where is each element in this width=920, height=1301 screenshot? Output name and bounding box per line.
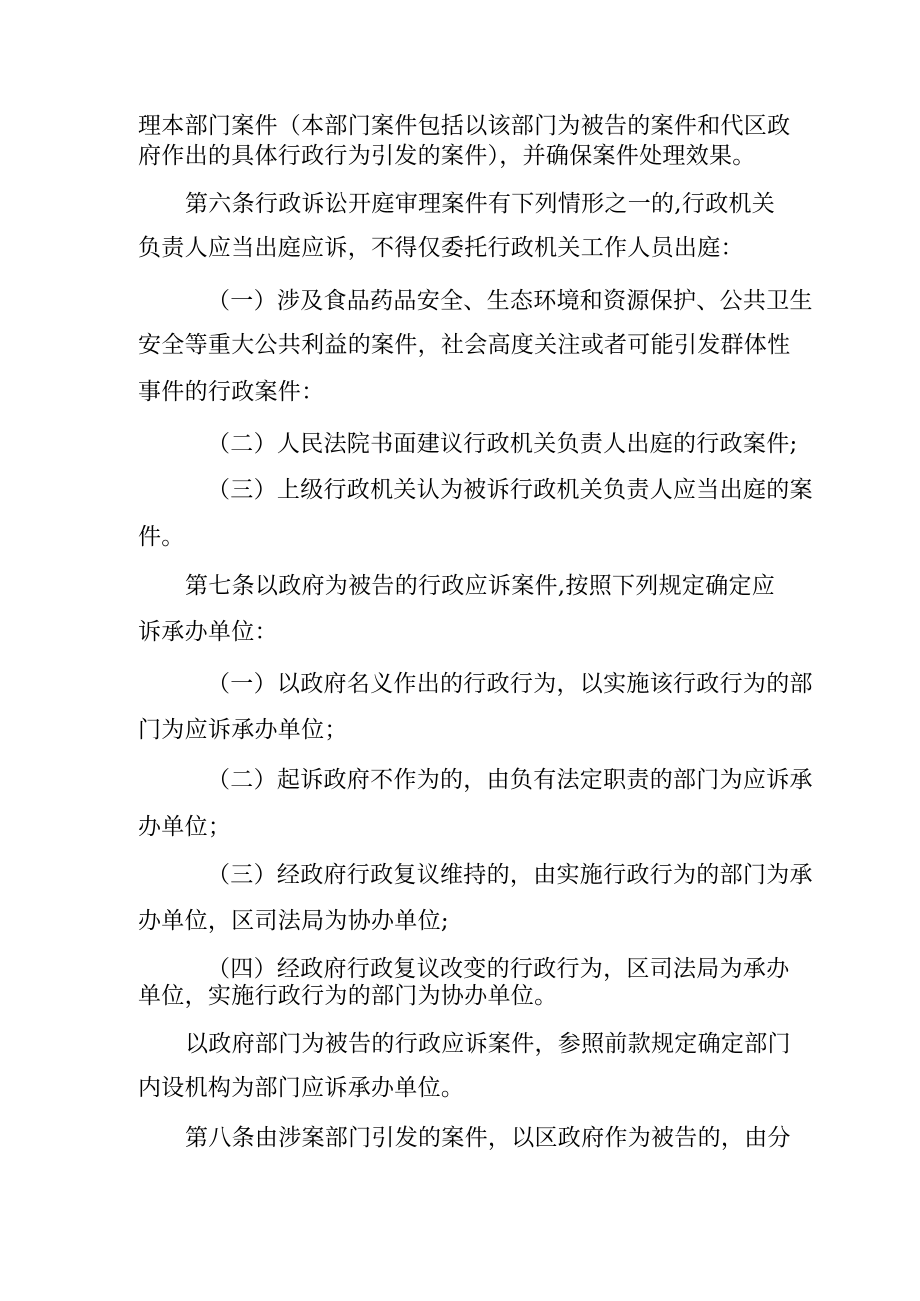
text-line: 负责人应当出庭应诉，不得仅委托行政机关工作人员出庭： [138, 235, 744, 261]
text-line: 安全等重大公共利益的案件，社会高度关注或者可能引发群体性 [138, 332, 791, 358]
text-line: 件。 [138, 524, 185, 550]
text-line: 内设机构为部门应诉承办单位。 [138, 1075, 465, 1101]
text-line: 单位，实施行政行为的部门为协办单位。 [138, 983, 558, 1009]
text-line: 事件的行政案件： [138, 379, 325, 405]
text-line: （一）涉及食品药品安全、生态环境和资源保护、公共卫生 [207, 288, 813, 314]
text-line: 诉承办单位： [138, 619, 278, 645]
text-line: 门为应诉承办单位； [138, 717, 348, 743]
text-line: （四）经政府行政复议改变的行政行为，区司法局为承办 [207, 956, 790, 982]
text-line: 第七条以政府为被告的行政应诉案件,按照下列规定确定应 [185, 573, 776, 599]
text-line: （三）经政府行政复议维持的，由实施行政行为的部门为承 [207, 862, 813, 888]
text-line: （二）起诉政府不作为的，由负有法定职责的部门为应诉承 [207, 767, 813, 793]
text-line: 以政府部门为被告的行政应诉案件，参照前款规定确定部门 [185, 1031, 791, 1057]
text-line: 第八条由涉案部门引发的案件，以区政府作为被告的，由分 [185, 1125, 791, 1151]
text-line: 办单位； [138, 814, 232, 840]
text-line: 第六条行政诉讼开庭审理案件有下列情形之一的,行政机关 [185, 191, 776, 217]
text-line: 办单位，区司法局为协办单位; [138, 908, 449, 934]
text-line: 府作出的具体行政行为引发的案件），并确保案件处理效果。 [138, 143, 756, 169]
text-line: （二）人民法院书面建议行政机关负责人出庭的行政案件; [207, 431, 798, 457]
text-line: 理本部门案件（本部门案件包括以该部门为被告的案件和代区政 [138, 113, 791, 139]
text-line: （一）以政府名义作出的行政行为，以实施该行政行为的部 [207, 671, 813, 697]
text-line: （三）上级行政机关认为被诉行政机关负责人应当出庭的案 [207, 477, 813, 503]
